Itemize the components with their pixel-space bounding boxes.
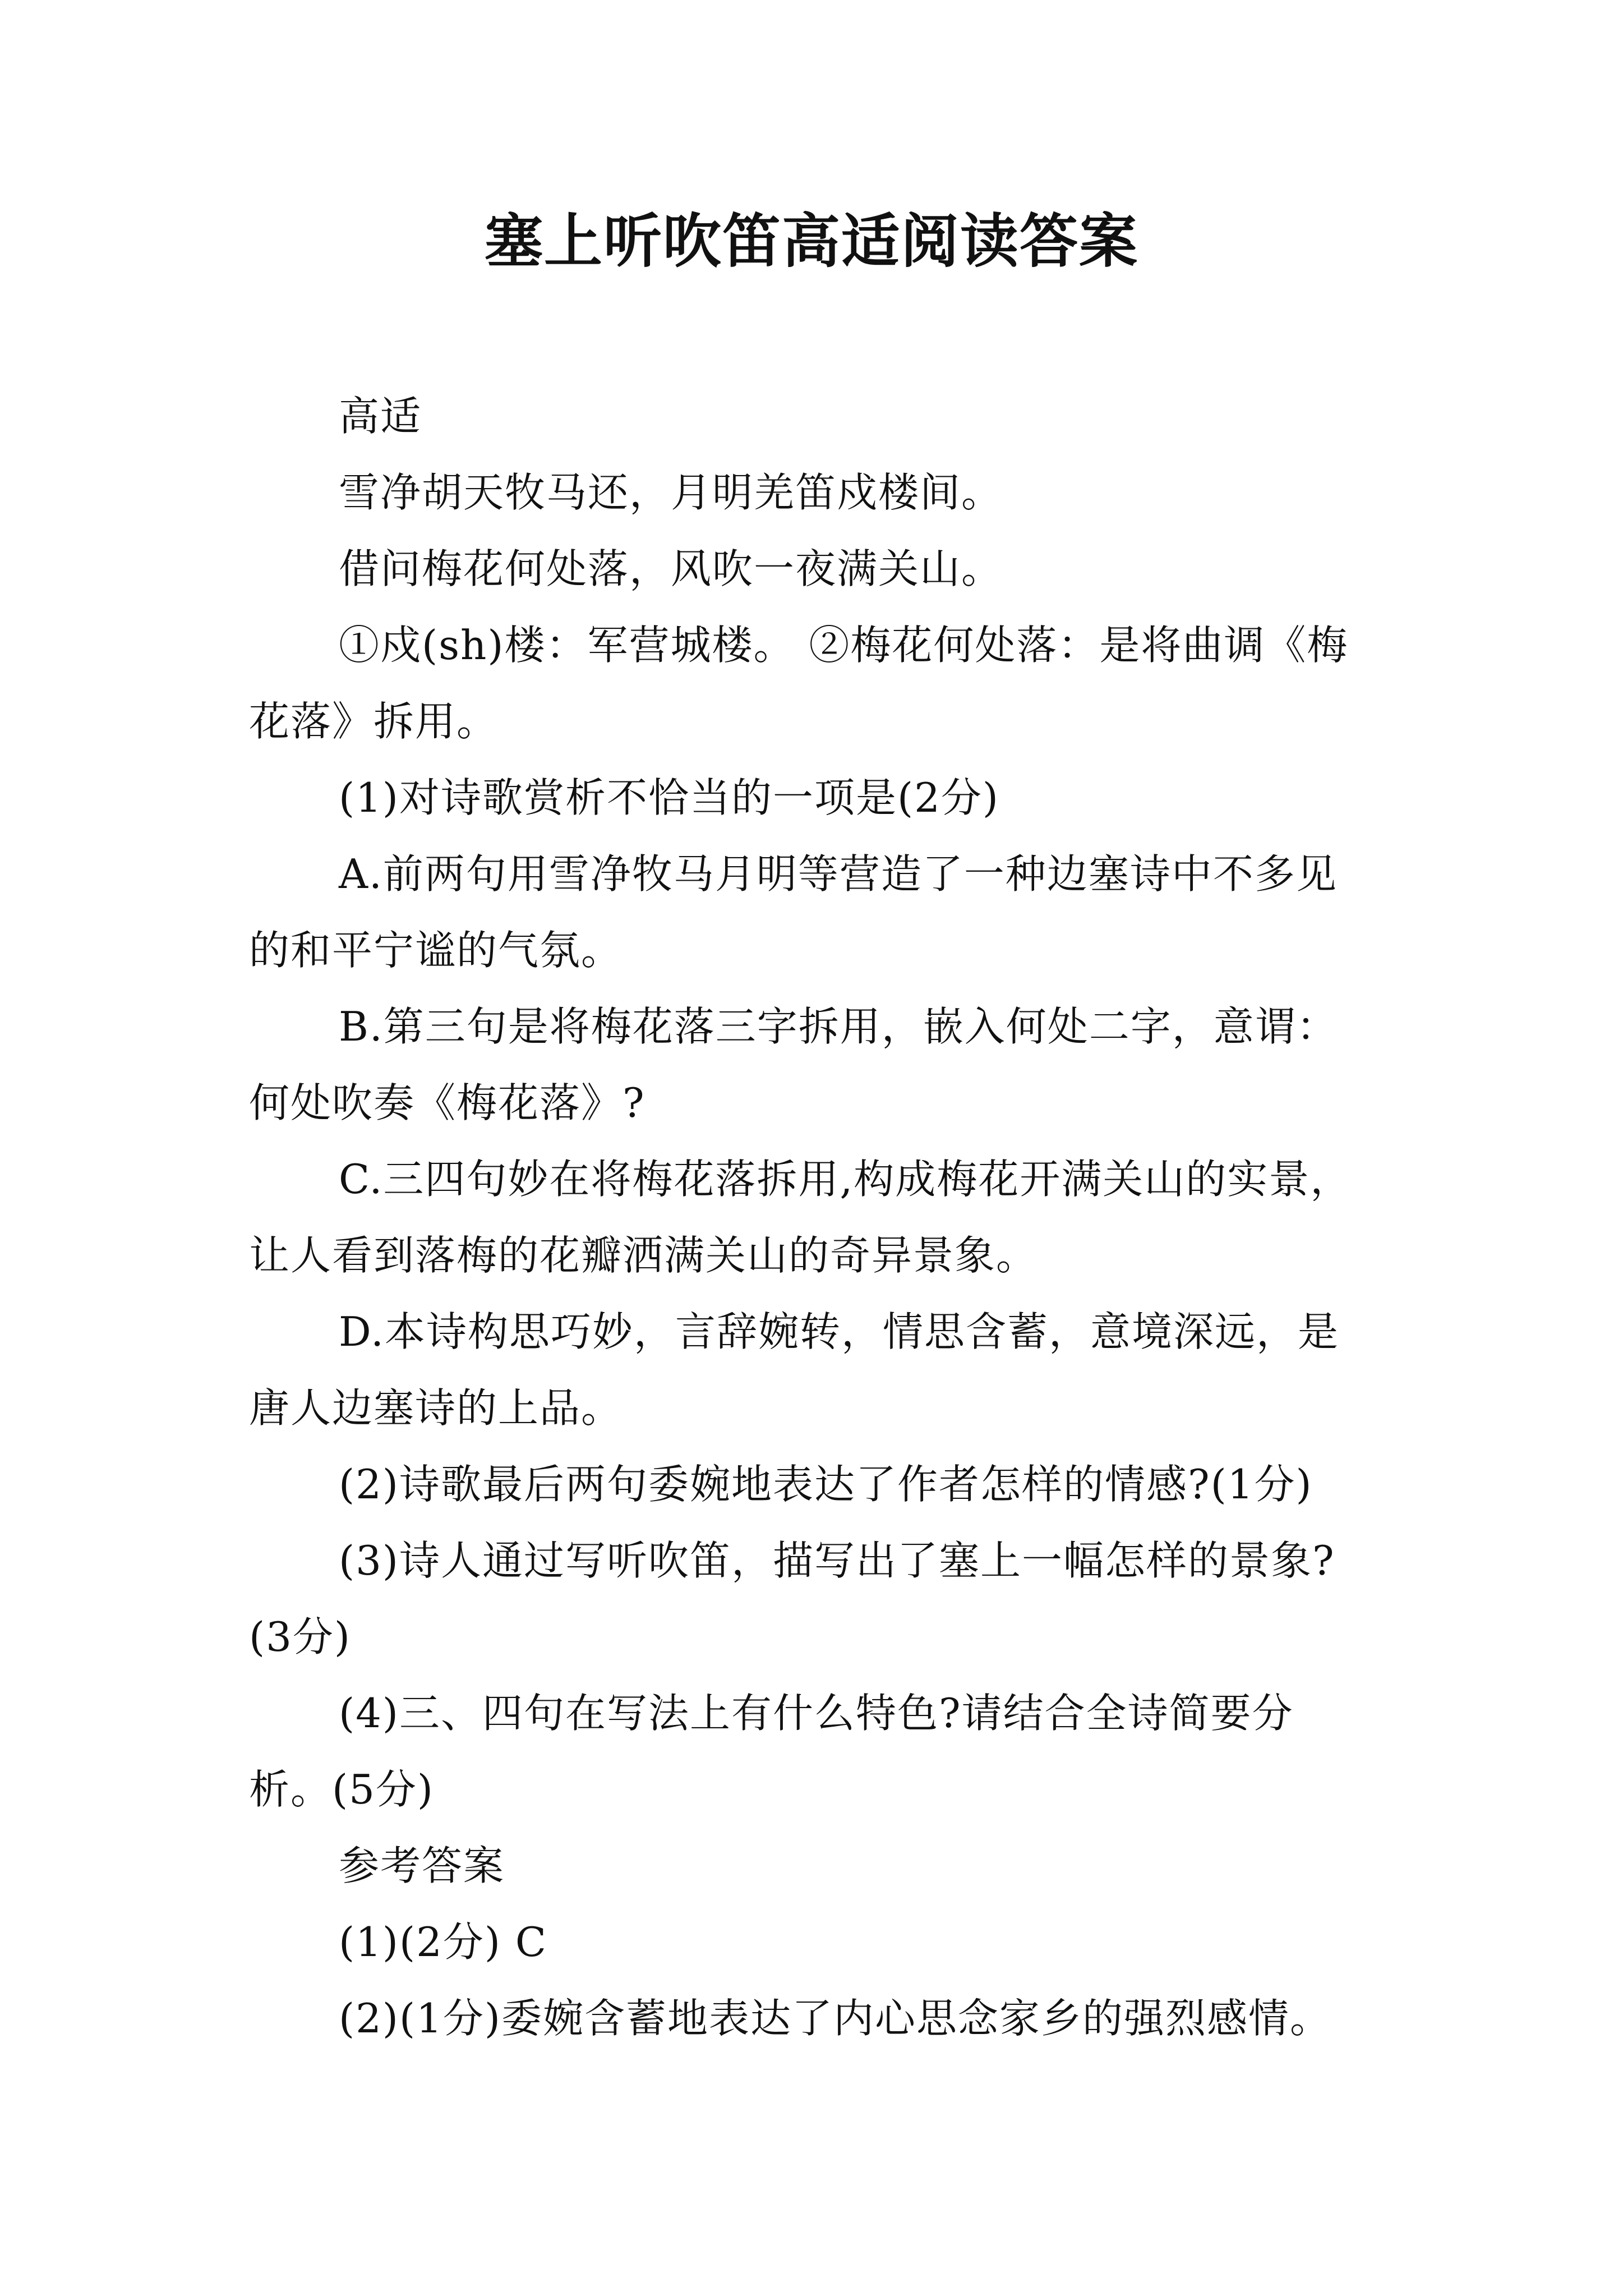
poem-line-1: 雪净胡天牧马还，月明羌笛戍楼间。 <box>339 469 1003 516</box>
answer-1: (1)(2分) C <box>339 1918 547 1966</box>
answer-heading: 参考答案 <box>339 1842 505 1889</box>
question-4: (4)三、四句在写法上有什么特色?请结合全诗简要分析。(5分) <box>249 1690 1294 1813</box>
annotation-paragraph: ①戍(sh)楼：军营城楼。 ②梅花何处落：是将曲调《梅花落》拆用。 <box>249 622 1349 745</box>
author-line: 高适 <box>339 393 422 440</box>
option-c: C.三四句妙在将梅花落拆用,构成梅花开满关山的实景，让人看到落梅的花瓣洒满关山的奇异景象。 <box>249 1156 1352 1279</box>
answer-2: (2)(1分)委婉含蓄地表达了内心思念家乡的强烈感情。 <box>339 1995 1331 2042</box>
option-d: D.本诗构思巧妙，言辞婉转，情思含蓄，意境深远，是唐人边塞诗的上品。 <box>249 1308 1340 1432</box>
poem-line-2: 借问梅花何处落，风吹一夜满关山。 <box>339 545 1003 592</box>
document-title: 塞上听吹笛高适阅读答案 <box>484 206 1138 275</box>
question-3: (3)诗人通过写听吹笛，描写出了塞上一幅怎样的景象?(3分) <box>249 1537 1335 1660</box>
question-1: (1)对诗歌赏析不恰当的一项是(2分) <box>339 774 999 821</box>
document-body <box>249 378 1374 2056</box>
option-b: B.第三句是将梅花落三字拆用，嵌入何处二字，意谓：何处吹奏《梅花落》? <box>249 1003 1338 1126</box>
question-2: (2)诗歌最后两句委婉地表达了作者怎样的情感?(1分) <box>339 1461 1313 1508</box>
option-a: A.前两句用雪净牧马月明等营造了一种边塞诗中不多见的和平宁谧的气氛。 <box>249 850 1338 974</box>
